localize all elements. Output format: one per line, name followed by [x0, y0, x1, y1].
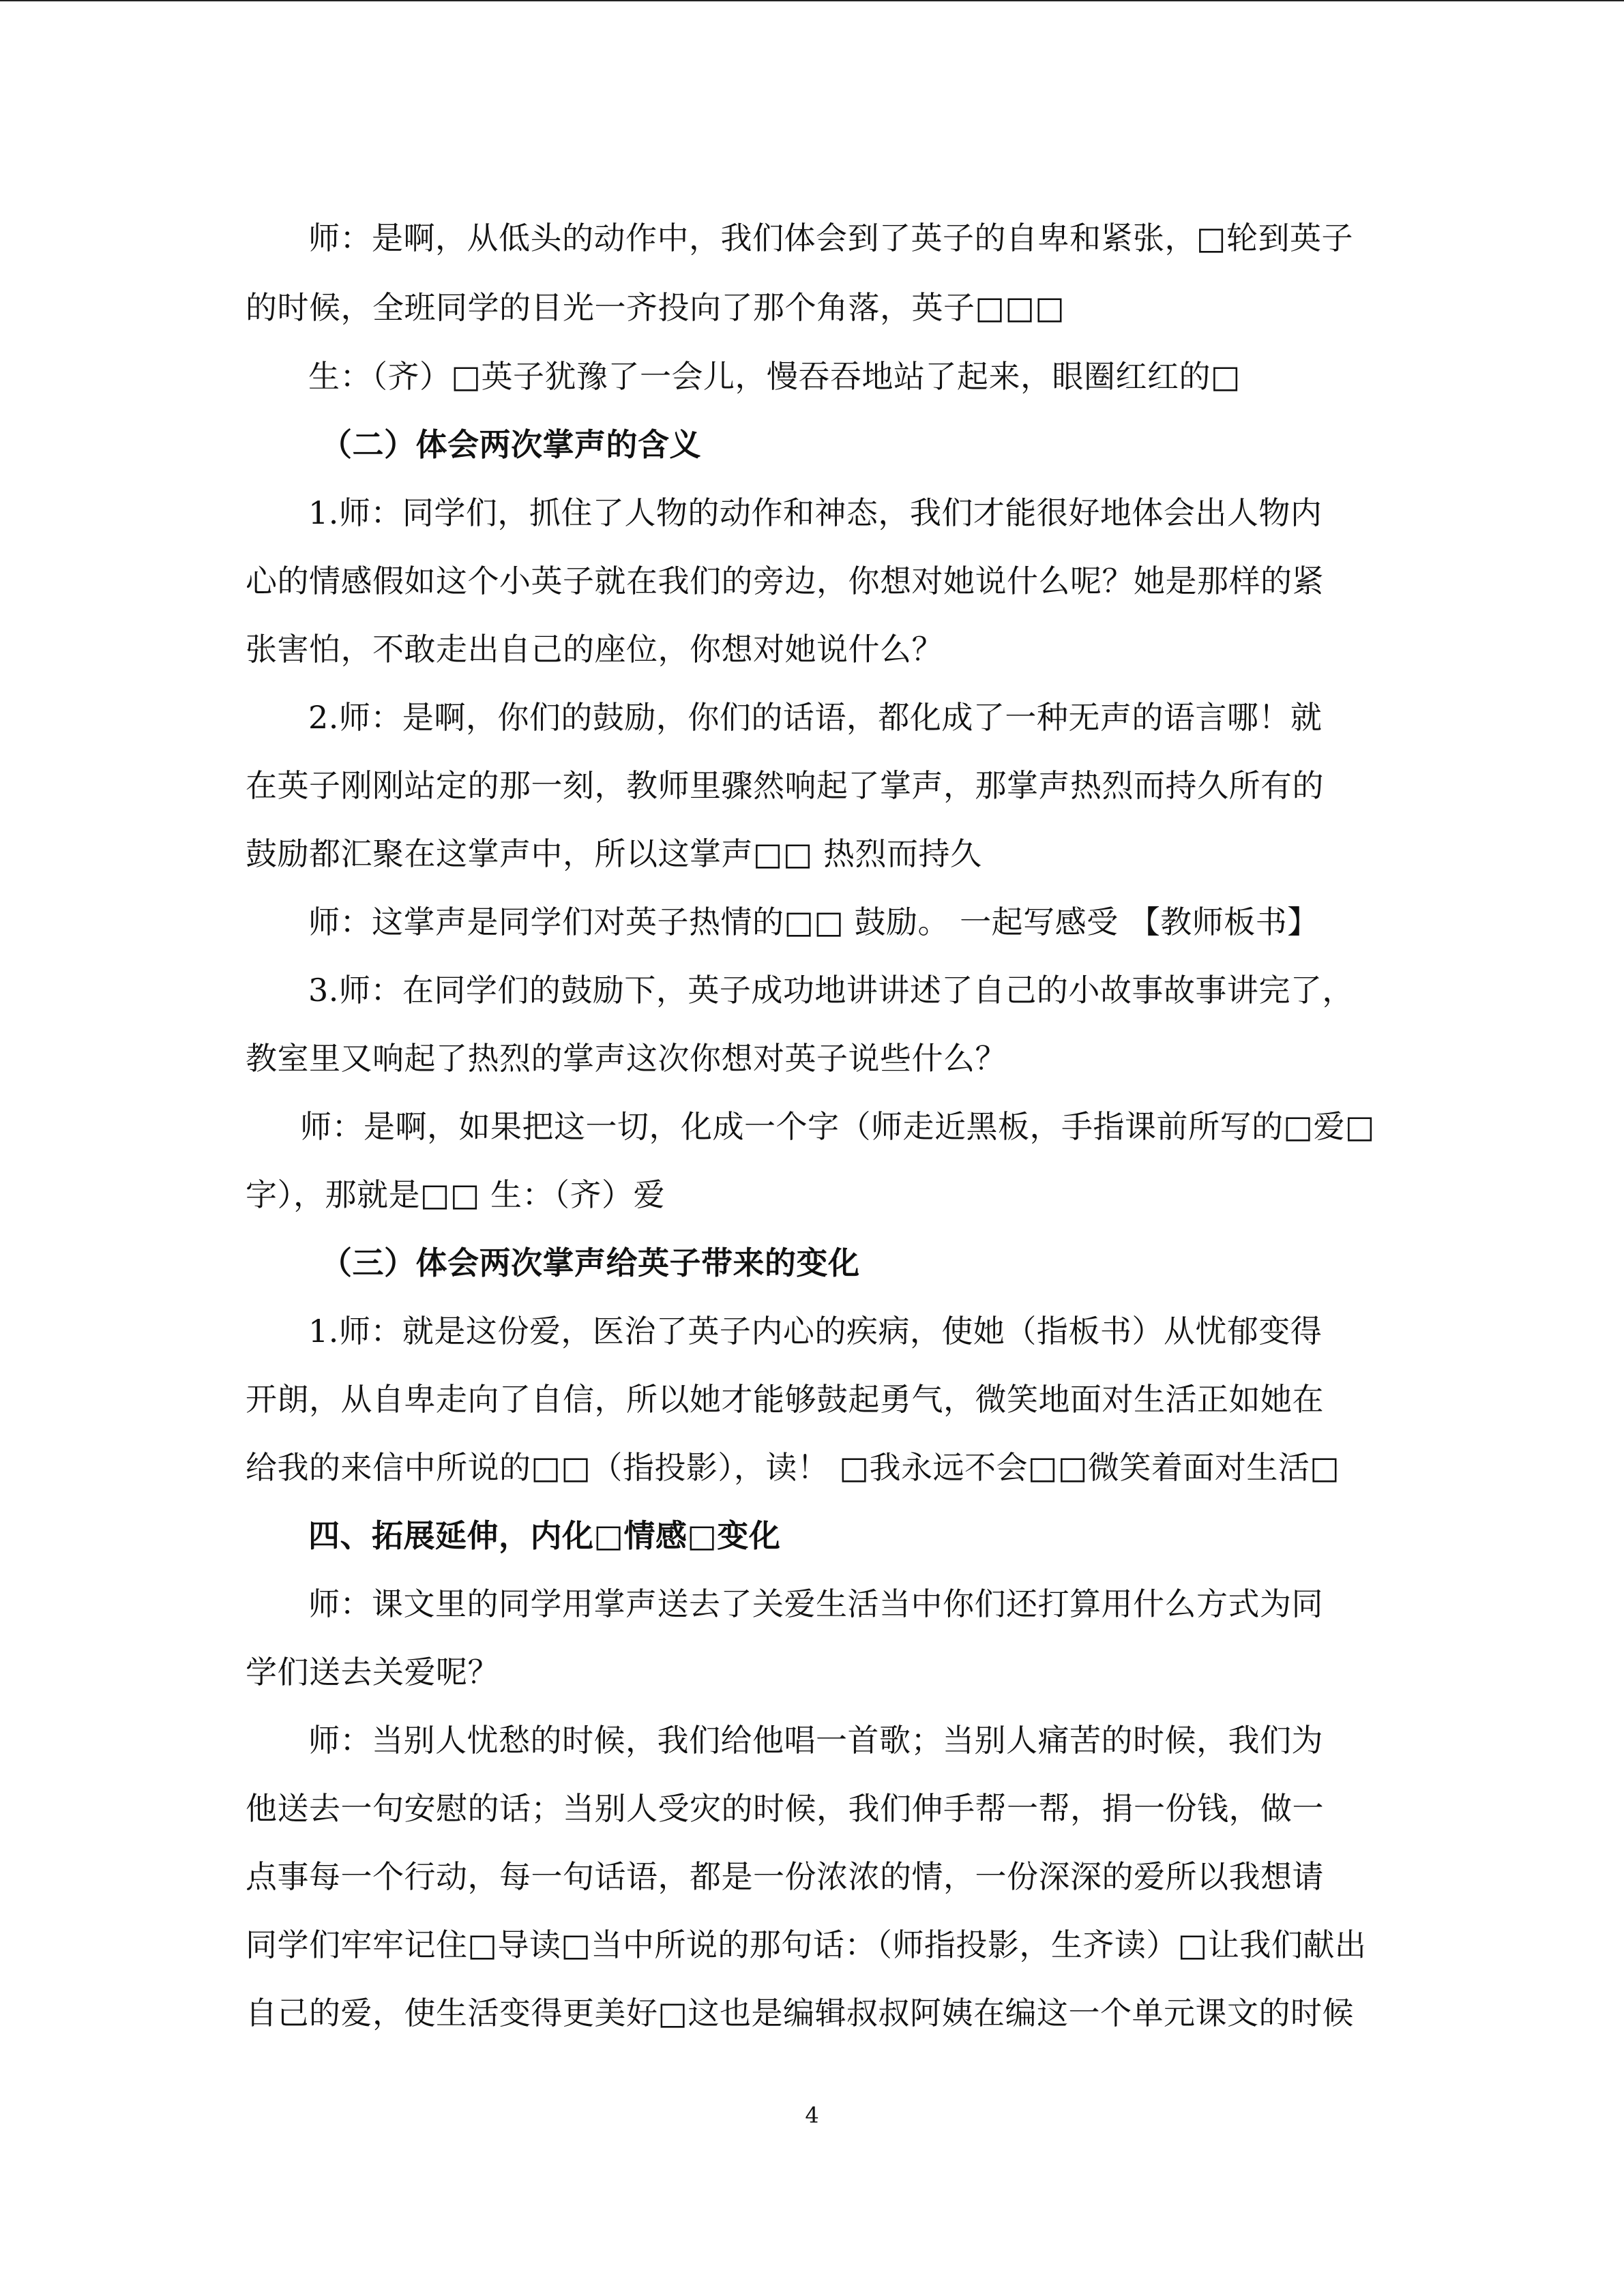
paragraph-line: 2.师：是啊，你们的鼓励，你们的话语，都化成了一种无声的语言哪！就 [308, 699, 1323, 736]
paragraph-line: 教室里又响起了热烈的掌声这次你想对英子说些什么？ [246, 1040, 1007, 1077]
paragraph-line: 在英子刚刚站定的那一刻，教师里骤然响起了掌声，那掌声热烈而持久所有的 [246, 767, 1324, 804]
paragraph-line: 点事每一个行动，每一句话语，都是一份浓浓的情，一份深深的爱所以我想请 [246, 1858, 1324, 1895]
paragraph-line: 的时候，全班同学的目光一齐投向了那个角落，英子□□□ [246, 289, 1065, 326]
top-border [0, 0, 1624, 1]
section-heading: 四、拓展延伸，内化□情感□变化 [308, 1517, 781, 1554]
paragraph-line: 师：课文里的同学用掌声送去了关爱生活当中你们还打算用什么方式为同 [308, 1585, 1323, 1622]
paragraph-line: 他送去一句安慰的话；当别人受灾的时候，我们伸手帮一帮，捐一份钱，做一 [246, 1790, 1324, 1827]
paragraph-line: 师：是啊，从低头的动作中，我们体会到了英子的自卑和紧张，□轮到英子 [308, 220, 1353, 256]
paragraph-line: 师：是啊，如果把这一切，化成一个字（师走近黑板，手指课前所写的□爱□ [300, 1108, 1375, 1145]
section-heading: （二）体会两次掌声的含义 [321, 426, 701, 463]
paragraph-line: 师：这掌声是同学们对英子热情的□□ 鼓励。 一起写感受 【教师板书】 [308, 904, 1319, 940]
paragraph-line: 开朗，从自卑走向了自信，所以她才能够鼓起勇气，微笑地面对生活正如她在 [246, 1381, 1324, 1418]
paragraph-line: 给我的来信中所说的□□（指投影），读！ □我永远不会□□微笑着面对生活□ [246, 1449, 1340, 1486]
paragraph-line: 3.师：在同学们的鼓励下，英子成功地讲讲述了自己的小故事故事讲完了， [308, 972, 1354, 1009]
paragraph-line: 学们送去关爱呢？ [246, 1654, 499, 1690]
paragraph-line: 1.师：同学们，抓住了人物的动作和神态，我们才能很好地体会出人物内 [308, 494, 1323, 531]
paragraph-line: 生：（齐）□英子犹豫了一会儿，慢吞吞地站了起来，眼圈红红的□ [308, 358, 1241, 395]
paragraph-line: 同学们牢牢记住□导读□当中所说的那句话：（师指投影，生齐读）□让我们献出 [246, 1926, 1367, 1963]
paragraph-line: 自己的爱，使生活变得更美好□这也是编辑叔叔阿姨在编这一个单元课文的时候 [246, 1995, 1354, 2031]
page-number: 4 [805, 2102, 819, 2128]
paragraph-line: 师：当别人忧愁的时候，我们给他唱一首歌；当别人痛苦的时候，我们为 [308, 1722, 1323, 1759]
paragraph-line: 张害怕，不敢走出自己的座位，你想对她说什么？ [246, 631, 943, 668]
paragraph-line: 1.师：就是这份爱，医治了英子内心的疾病，使她（指板书）从忧郁变得 [308, 1313, 1323, 1350]
paragraph-line: 心的情感假如这个小英子就在我们的旁边，你想对她说什么呢？她是那样的紧 [246, 563, 1324, 599]
paragraph-line: 字），那就是□□ 生：（齐）爱 [246, 1176, 666, 1213]
paragraph-line: 鼓励都汇聚在这掌声中，所以这掌声□□ 热烈而持久 [246, 835, 982, 872]
section-heading: （三）体会两次掌声给英子带来的变化 [321, 1244, 860, 1281]
